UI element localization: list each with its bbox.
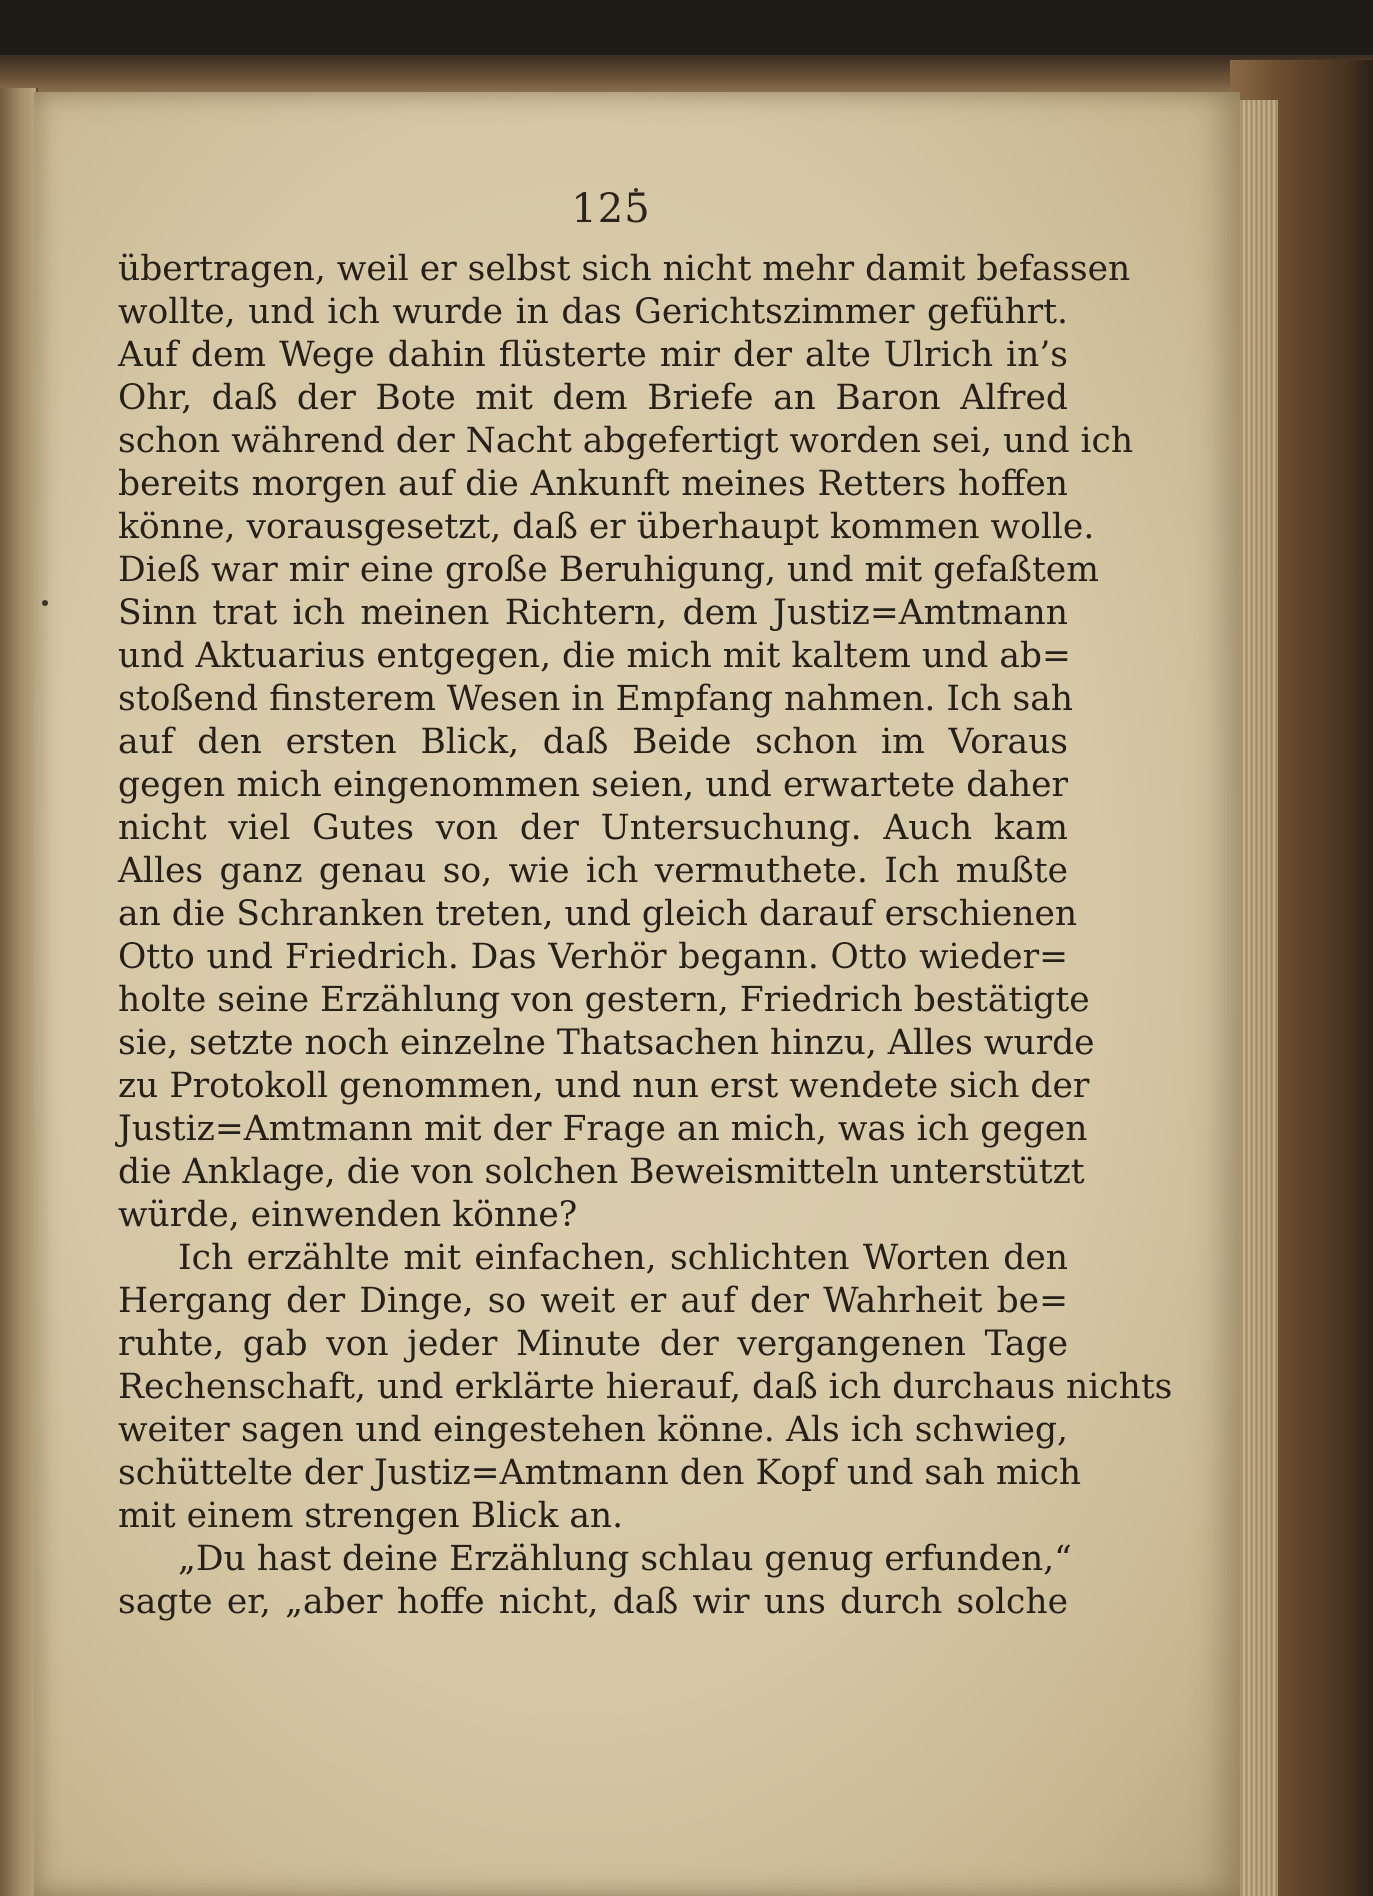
text-line: Sinn trat ich meinen Richtern, dem Justiz=Amtmann xyxy=(118,593,1068,633)
text-line: Auf dem Wege dahin flüsterte mir der alte Ulrich in’s xyxy=(118,335,1068,375)
page-stack-edge xyxy=(1238,100,1278,1896)
text-line: Hergang der Dinge, so weit er auf der Wahrheit be= xyxy=(118,1281,1068,1321)
text-line: Otto und Friedrich. Das Verhör begann. Otto wieder= xyxy=(118,937,1068,977)
page-body-text xyxy=(118,248,1173,1624)
text-line: schüttelte der Justiz=Amtmann den Kopf und sah mich xyxy=(118,1453,1082,1493)
text-line: „Du hast deine Erzählung schlau genug erfunden,“ xyxy=(178,1539,1072,1579)
text-line: Rechenschaft, und erklärte hierauf, daß ich durchaus nichts xyxy=(118,1367,1173,1407)
text-line: sagte er, „aber hoffe nicht, daß wir uns durch solche xyxy=(118,1582,1068,1622)
text-line: schon während der Nacht abgefertigt worden sei, und ich xyxy=(118,421,1134,461)
text-line: könne, vorausgesetzt, daß er überhaupt kommen wolle. xyxy=(118,507,1095,547)
text-line: weiter sagen und eingestehen könne. Als ich schwieg, xyxy=(118,1410,1068,1450)
text-line: ruhte, gab von jeder Minute der vergangenen Tage xyxy=(118,1324,1068,1364)
text-line: auf den ersten Blick, daß Beide schon im Voraus xyxy=(118,722,1068,762)
text-line: bereits morgen auf die Ankunft meines Retters hoffen xyxy=(118,464,1068,504)
text-line: nicht viel Gutes von der Untersuchung. Auch kam xyxy=(118,808,1068,848)
text-line: würde, einwenden könne? xyxy=(118,1195,578,1235)
text-line: Dieß war mir eine große Beruhigung, und mit gefaßtem xyxy=(118,550,1099,590)
text-line: stoßend finsterem Wesen in Empfang nahmen. Ich sah xyxy=(118,679,1073,719)
text-line: gegen mich eingenommen seien, und erwartete daher xyxy=(118,765,1068,805)
text-line: Ohr, daß der Bote mit dem Briefe an Baron Alfred xyxy=(118,378,1068,418)
paper-spot xyxy=(42,600,48,606)
text-line: wollte, und ich wurde in das Gerichtszimmer geführt. xyxy=(118,292,1068,332)
facing-page-edge xyxy=(0,88,38,1896)
text-line: Justiz=Amtmann mit der Frage an mich, was ich gegen xyxy=(118,1109,1088,1149)
text-line: Ich erzählte mit einfachen, schlichten Worten den xyxy=(178,1238,1068,1278)
text-line: mit einem strengen Blick an. xyxy=(118,1496,624,1536)
text-line: und Aktuarius entgegen, die mich mit kaltem und ab= xyxy=(118,636,1071,676)
text-line: sie, setzte noch einzelne Thatsachen hinzu, Alles wurde xyxy=(118,1023,1095,1063)
text-line: Alles ganz genau so, wie ich vermuthete. Ich mußte xyxy=(118,851,1068,891)
text-line: holte seine Erzählung von gestern, Friedrich bestätigte xyxy=(118,980,1090,1020)
text-line: zu Protokoll genommen, und nun erst wendete sich der xyxy=(118,1066,1090,1106)
book-cover-top xyxy=(0,55,1373,93)
text-line: an die Schranken treten, und gleich darauf erschienen xyxy=(118,894,1078,934)
text-line: die Anklage, die von solchen Beweismitteln unterstützt xyxy=(118,1152,1085,1192)
text-line: übertragen, weil er selbst sich nicht mehr damit befassen xyxy=(118,249,1131,289)
page-number: 125 xyxy=(571,186,651,232)
